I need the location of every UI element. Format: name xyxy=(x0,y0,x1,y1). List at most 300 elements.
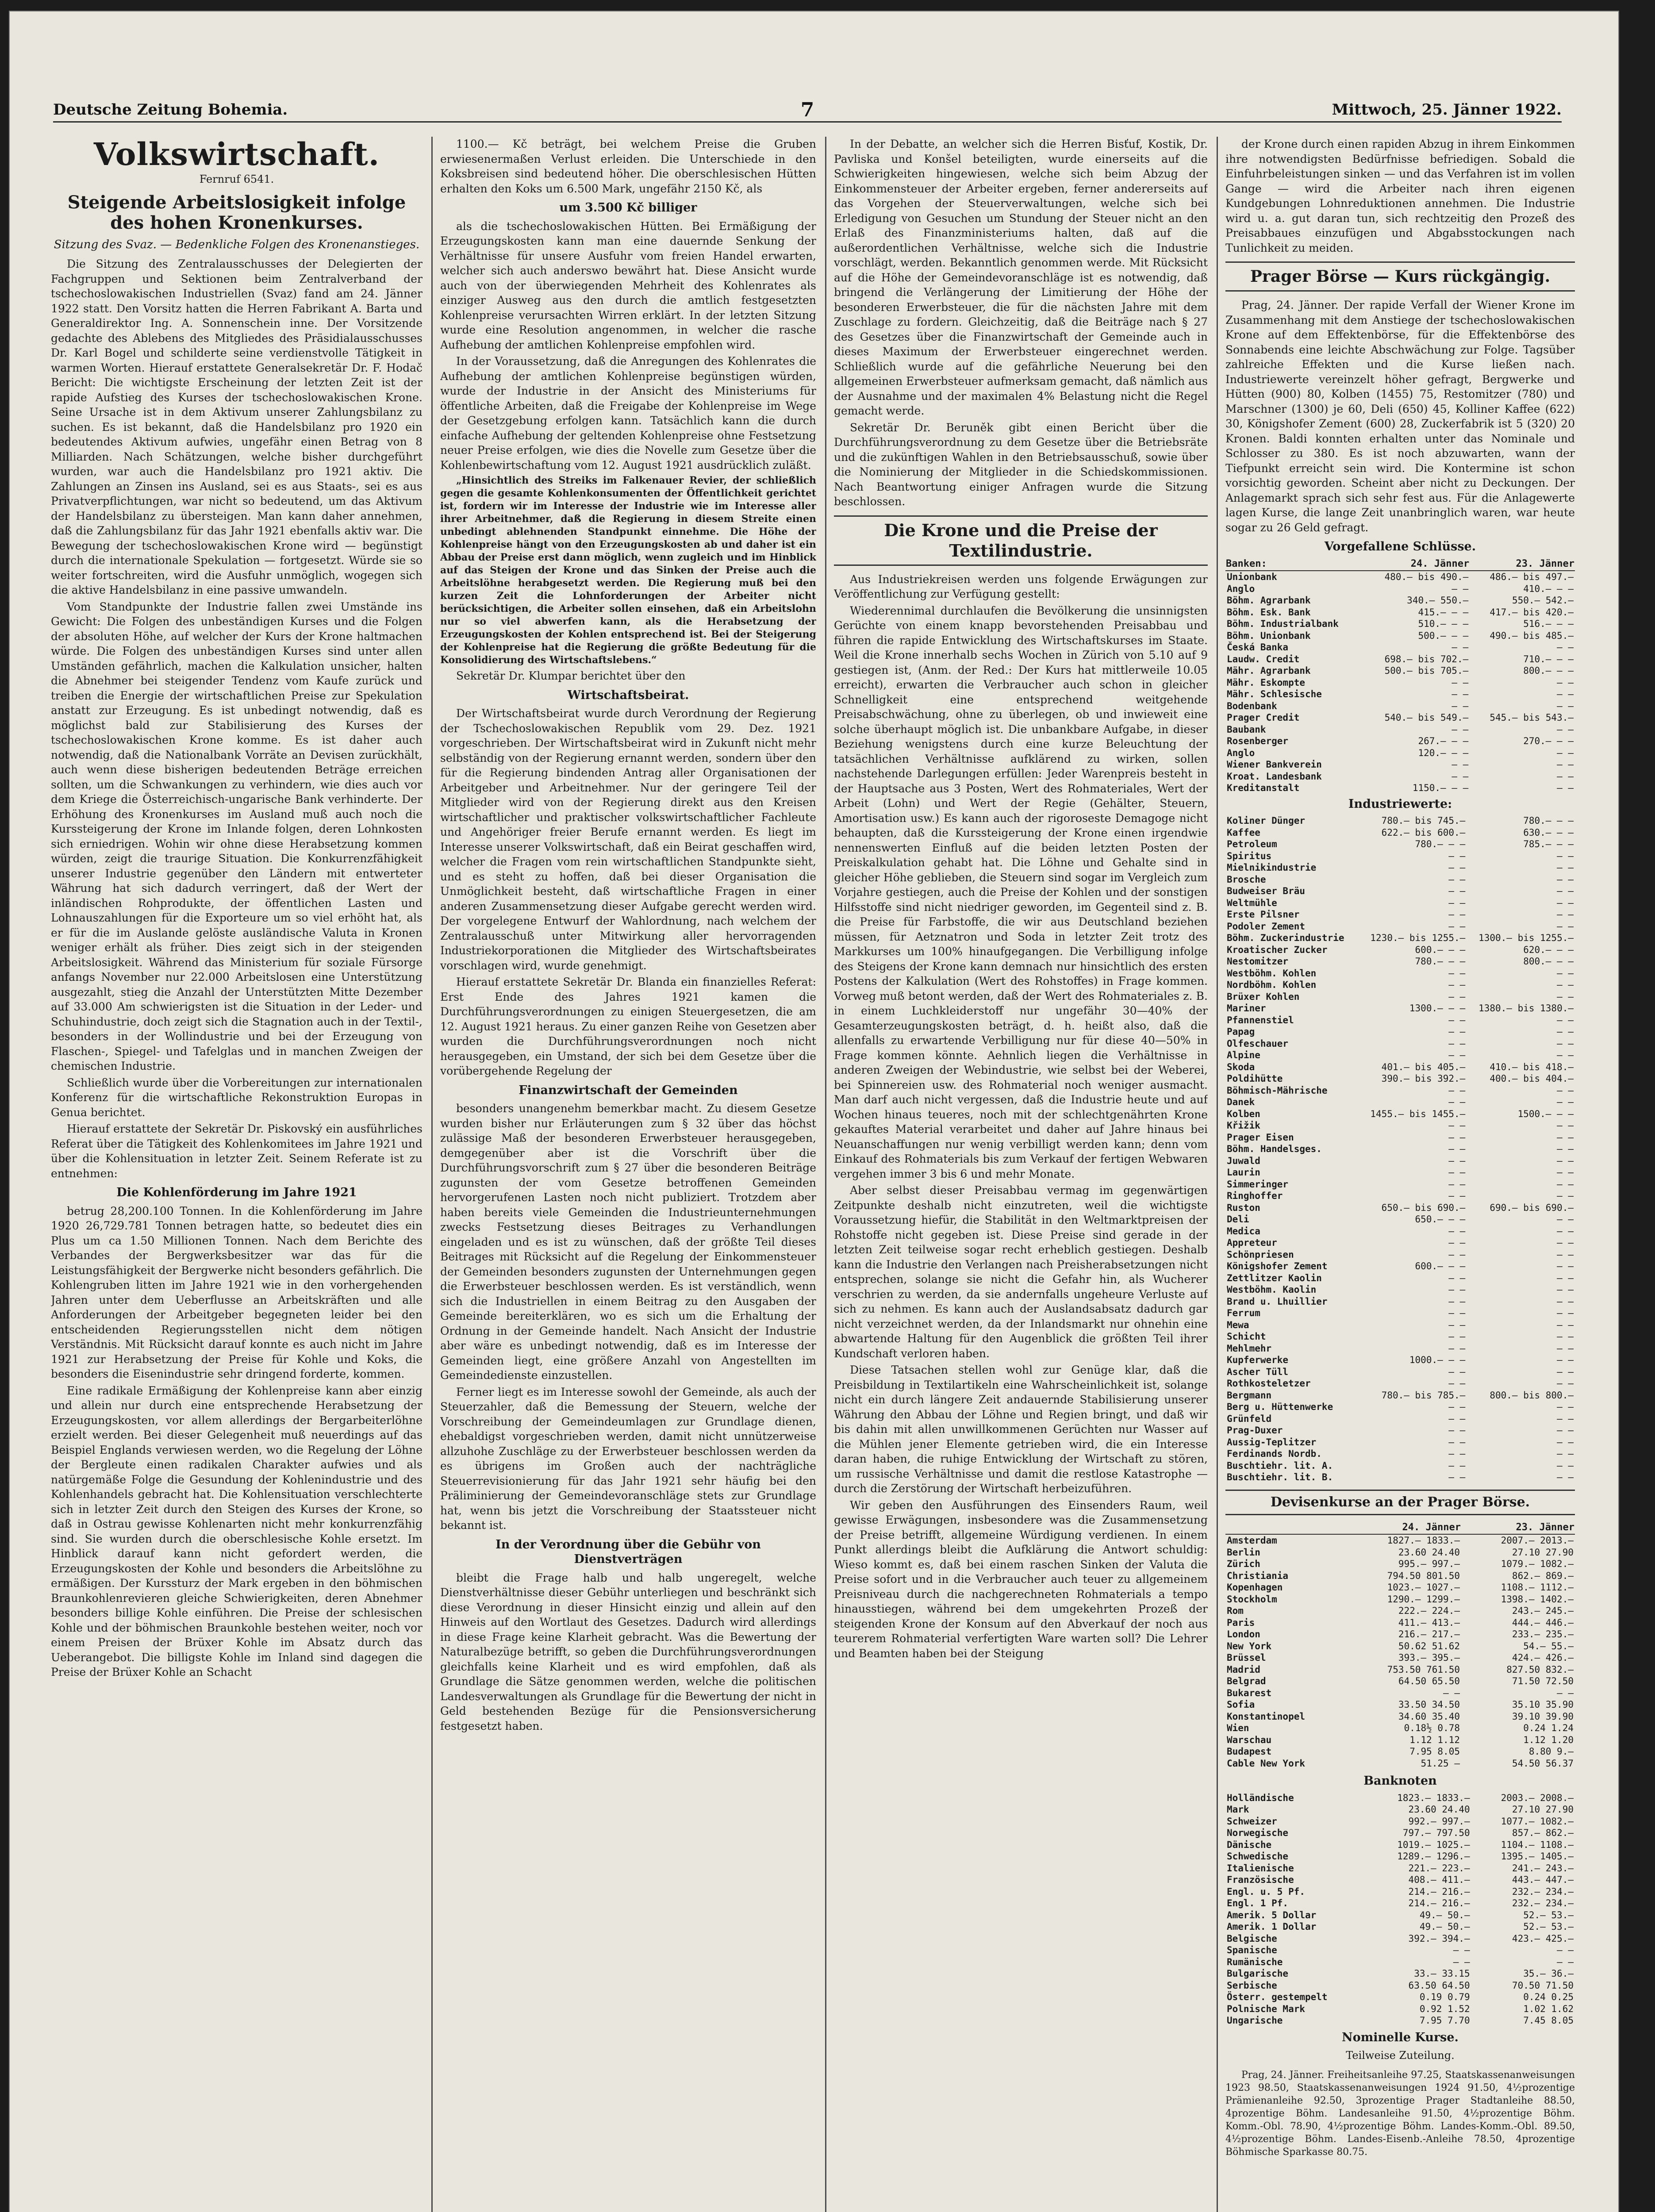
table-cell: — — xyxy=(1557,1296,1574,1307)
table-cell: London xyxy=(1227,1629,1260,1640)
table-cell: — — xyxy=(1557,921,1574,932)
table-row xyxy=(1225,1096,1575,1108)
table-cell: — — xyxy=(1453,1945,1470,1955)
table-cell: — — xyxy=(1448,1085,1466,1096)
subheading-note: Teilweise Zuteilung. xyxy=(1346,2049,1455,2062)
table-row xyxy=(1225,1570,1575,1582)
table-cell: 120.— — — xyxy=(1418,747,1469,758)
table-row xyxy=(1225,1792,1575,1804)
paragraph: betrug 28,200.100 Tonnen. In die Kohlenförderung im Jahre 1920 26,729.781 Tonnen betragen hatte, so bedeutet dies ein Plus um ca 1.50 Millionen Tonnen. Nach dem Berichte des Verbandes der Bergwerksbesitzer war das für die Leistungsfähigkeit der Bergwerke nicht besonders gefährlich. Die Kohlengruben litten im Jahre 1921 wie in den vorhergehenden Jahren unter dem Ueberflusse an Arbeitskräften und alle Anforderungen der Arbeitgeber begegneten leider bei den entscheidenden Regierungsstellen nicht dem nötigen Verständnis. Mit Rücksicht darauf konnte es auch nicht im Jahre 1921 zur Herabsetzung der Preise für Kohle und Koks, die besonders die Eisenindustrie sehr dringend forderte, kommen. xyxy=(51,1204,422,1380)
paragraph: Diese Tatsachen stellen wohl zur Genüge klar, daß die Preisbildung in Textilartikeln eine Wahrscheinlichkeit ist, solange nicht ein durch längere Zeit andauernde Stabilisierung unserer Währung den Abbau der Löhne und Regien bringt, und daß wir bis dahin mit allen unwillkommenen Gerüchten nur Wasser auf die Mühlen jener Elemente getrieben wird, die ein Interesse daran haben, die ruhige Entwicklung der Wirtschaft zu stören, um russische Verhältnisse und damit die restlose Katastrophe — durch die Zerstörung der Wirtschaft herbeizuführen. xyxy=(834,1363,1208,1495)
table-row xyxy=(1225,1652,1575,1664)
table-header-cell: Banken: xyxy=(1225,558,1365,571)
table-cell: — — xyxy=(1557,909,1574,920)
table-cell: 410.— bis 418.— xyxy=(1490,1061,1574,1072)
table-cell: Ascher Tüll xyxy=(1227,1366,1289,1377)
table-row xyxy=(1225,1874,1575,1886)
table-cell: — — xyxy=(1448,1249,1466,1260)
section-masthead: Volkswirtschaft. xyxy=(93,137,380,173)
table-cell: — — xyxy=(1451,700,1469,711)
table-title: Banknoten xyxy=(1363,1774,1437,1788)
table-cell: Engl. 1 Pf. xyxy=(1227,1898,1289,1909)
table-cell: Böhm. Agrarbank xyxy=(1227,595,1311,606)
table-row xyxy=(1225,2015,1575,2027)
paragraph: Vom Standpunkte der Industrie fallen zwei Umstände ins Gewicht: Die Folgen des unbeständigen Kurses und die Folgen der absoluten Höhe, auf welcher der Kurs der Krone haltmachen würde. Die Folgen des unbeständigen Kurses sind unter allen Umständen gefährlich, machen die Kalkulation unsicher, halten die Abnehmer bei steigender Tendenz vom Kaufe zurück und treiben die Energie der wirtschaftlichen Preise zur Spekulation anstatt zur Erzeugung. Es ist unbedingt notwendig, daß es möglichst bald zur Stabilisierung des Kurses der tschechoslowakischen Krone komme. Es ist daher auch notwendig, daß die Nationalbank Vorräte an Devisen zurückhält, auch wenn diese bisherigen bedeutenden Beträge erreichen sollten, um die Schwankungen zu verhindern, wie dies auch vor dem Kriege die Österreichisch-ungarische Bank verhinderte. Der Erhöhung des Kronenkurses im Ausland muß auch noch die Kurssteigerung der Krone im Inlande folgen, deren Lohnkosten sich erniedrigen. Wohin wir ohne diese Herabsetzung kommen würden, zeigt die traurige Situation. Die Konkurrenzfähigkeit unserer Industrie gegenüber den Ländern mit entwerteter Währung hat sich dadurch verringert, daß der Wert der inländischen Rohprodukte, der öffentlichen Lasten und Lohnauszahlungen für die Exporteure um so viel erhöht hat, als er für die im Auslande gelöste ausländische Valuta in Kronen weniger erhält als früher. Dies zeigt sich in der steigenden Arbeitslosigkeit. Während das Ministerium für soziale Fürsorge anfangs November nur 22.000 Arbeitslosen eine Unterstützung ausgezahlt, stieg die Anzahl der Unterstützten Mitte Dezember auf 33.000 Am schwierigsten ist die Situation in der Leder- und Schuhindustrie, doch zeigt sich die Stagnation auch in der Textil-, besonders in der Wollindustrie und bei der Erzeugung von Flaschen-, Spiegel- und Tafelglas und in manchen Zweigen der chemischen Industrie. xyxy=(51,600,422,1072)
table-row xyxy=(1225,618,1575,630)
paragraph: Die Sitzung des Zentralausschusses der Delegierten der Fachgruppen und Sektionen beim Zentralverband der tschechoslowakischen Industriellen (Svaz) fand am 24. Jänner 1922 statt. Den Vorsitz hatten die Herren Fabrikant A. Barta und Generaldirektor Ing. A. Sonnenschein inne. Der Vorsitzende gedachte des Ablebens des Mitgliedes des Präsidialausschusses Dr. Karl Bogel und schilderte seine verdienstvolle Tätigkeit in warmen Worten. Hierauf erstattete Generalsekretär Dr. F. Hodač Bericht: Die wichtigste Erscheinung der letzten Zeit ist der rapide Aufstieg des Kurses der tschechoslowakischen Krone. Seine Ursache ist in dem Aktivum unserer Zahlungsbilanz zu suchen. Es ist bekannt, daß die Handelsbilanz pro 1920 ein bedeutendes Aktivum aufwies, ungefähr einen Betrag von 8 Milliarden. Nach Schätzungen, welche bisher durchgeführt wurden, war auch die Handelsbilanz pro 1921 aktiv. Die Zahlungen an Zinsen ins Ausland, sei es aus Staats-, sei es aus Privatverpflichtungen, war nicht so bedeutend, um das Aktivum der Handelsbilanz zu übersteigen. Man kann daher annehmen, daß die Zahlungsbilanz für das Jahr 1921 ebenfalls aktiv war. Die Bewegung der tschechoslowakischen Krone wird — begünstigt durch die internationale Spekulation — fortgesetzt. Würde sie so weiter fortschreiten, wird die Ausfuhr unmöglich, wogegen sich die aktive Handelsbilanz in eine passive umwandeln. xyxy=(51,257,422,596)
table-cell: 7.95 7.70 xyxy=(1419,2015,1470,2026)
table-header-cell xyxy=(1225,1521,1348,1535)
table-cell: — — xyxy=(1557,874,1574,885)
table-row xyxy=(1225,944,1575,956)
table-cell: — — xyxy=(1448,886,1466,896)
table-row xyxy=(1225,1202,1575,1214)
table-row xyxy=(1225,1132,1575,1144)
newspaper-title: Deutsche Zeitung Bohemia. xyxy=(53,101,288,119)
table-cell: — — xyxy=(1557,979,1574,990)
table-cell: — — xyxy=(1448,1050,1466,1060)
table-cell: Nestomitzer xyxy=(1227,956,1289,967)
table-cell: — — xyxy=(1557,1425,1574,1436)
table-cell: — — xyxy=(1557,1179,1574,1190)
paragraph: 1100.— Kč beträgt, bei welchem Preise die Gruben erwiesenermaßen Verlust erleiden. Die Unterschiede in den Koksbreisen sind bedeutend höher. Die oberschlesischen Hütten erhalten den Koks um 6.500 Mark, ungefähr 2150 Kč, als xyxy=(440,138,816,195)
table-cell: Bulgarische xyxy=(1227,1968,1289,1979)
table-cell: Baubank xyxy=(1227,724,1266,735)
table-cell: 797.— 797.50 xyxy=(1402,1828,1470,1838)
table-row xyxy=(1225,1534,1575,1547)
table-cell: — — xyxy=(1557,1378,1574,1389)
running-head xyxy=(53,98,1562,123)
paragraph: Hierauf erstattete der Sekretär Dr. Piskovský ein ausführliches Referat über die Tätigkeit des Kohlenkomitees im Jahre 1921 und über die Kohlensituation in letzter Zeit. Seinem Referate ist zu entnehmen: xyxy=(51,1122,422,1180)
table-row xyxy=(1225,1711,1575,1723)
paragraph: Schließlich wurde über die Vorbereitungen zur internationalen Konferenz für die wirtschaftliche Rekonstruktion Europas in Genua berichtet. xyxy=(51,1076,422,1119)
table-cell: Budapest xyxy=(1227,1746,1272,1757)
table-cell: Buschtiehr. lit. A. xyxy=(1227,1460,1333,1471)
table-cell: Weltmühle xyxy=(1227,897,1277,908)
table-cell: Kroatischer Zucker xyxy=(1227,944,1328,955)
table-cell: 1500.— — — xyxy=(1517,1108,1574,1119)
table-row xyxy=(1225,759,1575,771)
table-cell: 545.— bis 543.— xyxy=(1490,712,1574,723)
table-cell: — — xyxy=(1557,677,1574,688)
table-cell: 50.62 51.62 xyxy=(1398,1640,1460,1651)
table-cell: 390.— bis 392.— xyxy=(1381,1073,1466,1084)
table-cell: 52.— 53.— xyxy=(1523,1921,1574,1932)
table-cell: Amerik. 5 Dollar xyxy=(1227,1909,1317,1920)
table-cell: Cable New York xyxy=(1227,1758,1306,1769)
table-cell: — — xyxy=(1451,759,1469,770)
table-cell: — — xyxy=(1448,897,1466,908)
paragraph: Der Wirtschaftsbeirat wurde durch Verordnung der Regierung der Tschechoslowakischen Republik vom 29. Dez. 1921 vorgeschrieben. Der Wirtschaftsbeirat wird in Zukunft nicht mehr selbständig von der Regierung ernannt werden, sondern über den für die Regierung bindenden Antrag aller Organisationen der Arbeitgeber und Arbeitnehmer. Nur der geringere Teil der Mitglieder wird von der Regierung direkt aus den Kreisen wirtschaftlicher und praktischer volkswirtschaftlicher Fachleute und Angehöriger freier Berufe ernannt werden. Es liegt im Interesse unserer Volkswirtschaft, daß ein Beirat geschaffen wird, welcher die Fragen vom rein wirtschaftlichen Standpunkte sieht, und es steht zu hoffen, daß bei dieser Organisation die Unmöglichkeit besteht, daß wirtschaftliche Fragen in einer anderen Zusammensetzung dieser Aufgabe gerecht werden wird. Der vorgelegene Entwurf der Wahlordnung, nach welchem der Zentralausschuß unter Mitwirkung aller hervorragenden Industriekorporationen die Mitglieder des Wirtschaftsbeirates vorschlagen wird, wurde genehmigt. xyxy=(440,707,816,972)
table-cell: — — xyxy=(1448,1436,1466,1448)
table-cell: Mielnikindustrie xyxy=(1227,862,1317,873)
table-cell: Rumänische xyxy=(1227,1956,1283,1967)
table-cell: Schweizer xyxy=(1227,1816,1277,1827)
paragraph: Eine radikale Ermäßigung der Kohlenpreise kann aber einzig und allein nur durch eine entsprechende Herabsetzung der Erzeugungskosten, vor allem allerdings der Bergarbeiterlöhne erzielt werden. Bei dieser Gelegenheit muß neuerdings auf das Beispiel Englands verwiesen werden, wo die Regelung der Löhne der Bergleute einen radikalen Charakter aufwies und als natürgemäße Folge die Gesundung der Kohlenindustrie und des Kohlenhandels gebracht hat. Die Kohlensituation verschlechterte sich in letzter Zeit durch den Steigen des Kurses der Krone, so daß in Ostrau gewisse Kohlenarten nicht mehr konkurrenzfähig sind. Sie wurden durch die oberschlesische Kohle ersetzt. Im Hinblick darauf kann nicht gefordert werden, die Erzeugungskosten der Kohle und besonders die Arbeitslöhne zu ermäßigen. Der Kurssturz der Mark ergeben in den böhmischen Braunkohlenrevieren gleiche Schwierigkeiten, deren Abnehmer besonders billige Kohle einführen. Die Preise der schlesischen Kohle und der böhmischen Braunkohle bestehen weiter, noch vor einem Preisen der Brüxer Kohle im Absatz durch das Ueberangebot. Die billigste Kohle im Inland sind dagegen die Preise der Brüxer Kohle an Schacht xyxy=(51,1384,422,1678)
table-cell: — — xyxy=(1451,642,1469,653)
table-cell: Ferrum xyxy=(1227,1308,1260,1318)
paragraph: Sekretär Dr. Beruněk gibt einen Bericht über die Durchführungsverordnung zu dem Gesetze über die Betriebsräte und die zukünftigen Wahlen in den Betriebsausschuß, sowie über die Nominierung der Mitglieder in die Schiedskommissionen. Nach Beantwortung einiger Anfragen wurde die Sitzung beschlossen. xyxy=(834,421,1208,508)
table-row xyxy=(1225,1851,1575,1863)
table-cell: Grünfeld xyxy=(1227,1413,1272,1424)
table-cell: — — xyxy=(1448,850,1466,861)
table-row xyxy=(1225,1225,1575,1237)
table-cell: Italienische xyxy=(1227,1863,1294,1874)
table-cell: — — xyxy=(1557,1355,1574,1365)
table-cell: — — xyxy=(1557,1272,1574,1283)
table-row xyxy=(1225,1991,1575,2003)
table-cell: Böhm. Zuckerindustrie xyxy=(1227,933,1344,943)
table-cell: — — xyxy=(1448,921,1466,932)
table-row xyxy=(1225,724,1575,736)
table-cell: 1079.— 1082.— xyxy=(1501,1559,1574,1569)
table-row xyxy=(1225,700,1575,712)
emphasis-line: um 3.500 Kč billiger xyxy=(559,201,697,215)
table-cell: Brand u. Lhuillier xyxy=(1227,1296,1328,1307)
table-row xyxy=(1225,921,1575,933)
table-row xyxy=(1225,1307,1575,1319)
table-row xyxy=(1225,1582,1575,1594)
table-cell: Konstantinopel xyxy=(1227,1711,1306,1722)
table-cell: 1019.— 1025.— xyxy=(1397,1839,1470,1850)
article-dek: Sitzung des Svaz. — Bedenkliche Folgen des Kronenanstieges. xyxy=(54,238,420,251)
table-cell: Rom xyxy=(1227,1605,1244,1616)
table-header-cell: 24. Jänner xyxy=(1365,558,1470,571)
table-cell: 780.— — — xyxy=(1415,839,1466,849)
column-3 xyxy=(834,137,1208,2212)
table-cell: 1455.— bis 1455.— xyxy=(1370,1108,1466,1119)
table-cell: — — xyxy=(1448,1014,1466,1025)
table-cell: Mähr. Eskompte xyxy=(1227,677,1306,688)
column-rule xyxy=(431,137,433,2212)
table-cell: 862.— 869.— xyxy=(1512,1570,1574,1581)
table-cell: — — xyxy=(1451,677,1469,688)
table-cell: — — xyxy=(1557,1436,1574,1448)
paragraph: Prag, 24. Jänner. Freiheitsanleihe 97.25, Staatskassenanweisungen 1923 98.50, Staatskassenanweisungen 1924 91.50, 4½prozentige Prämienanleihe 92.50, 3prozentige Prager Stadtanleihe 88.50, 4prozentige Böhm. Landesanleihe 91.50, 4½prozentige Böhm. Komm.-Obl. 78.90, 4½prozentige Böhm. Landes-Komm.-Obl. 89.50, 4½prozentige Böhm. Landes-Eisenb.-Anleihe 78.50, 4prozentige Böhmische Sparkasse 80.75. xyxy=(1225,2069,1575,2158)
paragraph: besonders unangenehm bemerkbar macht. Zu diesem Gesetze wurden bisher nur Erläuterungen zum § 32 über das höchst zulässige Maß der besonderen Erwerbsteuer herausgegeben, demgegenüber aber ist die Vorschrift über die Durchführungsvorschrift zum § 27 über die besonderen Beiträge zugunsten der vom Gesetze betroffenen Gemeinden hervorgerufenen Lasten noch nicht publiziert. Trotzdem aber haben bereits viele Gemeinden die Industrieunternehmungen zwecks Festsetzung dieses Beitrages zu Verhandlungen eingeladen und es ist zu wünschen, daß der größte Teil dieses Beitrages mit Rücksicht auf die Regelung der Einkommensteuer der Gemeinden besonders zugunsten der Unternehmungen gegen die Erwerbsteuer beschlossen werden. Es ist verständlich, wenn sich die Industriellen in einem Beitrag zu den Ausgaben der Gemeinde bereiterklären, wo es sich um die Erhaltung der Ordnung in der Gemeinde handelt. Nach Ansicht der Industrie aber wäre es unbedingt notwendig, daß es im Interesse der Gemeinden liegt, eine größere Anzahl von Angestellten im Gemeindedienste einzustellen. xyxy=(440,1102,816,1382)
table-cell: Schicht xyxy=(1227,1331,1266,1342)
table-cell: Budweiser Bräu xyxy=(1227,886,1306,896)
table-cell: — — xyxy=(1448,979,1466,990)
table-cell: Belgische xyxy=(1227,1933,1277,1944)
table-cell: — — xyxy=(1557,968,1574,979)
table-cell: Pfannenstiel xyxy=(1227,1014,1294,1025)
table-cell: 540.— bis 549.— xyxy=(1384,712,1469,723)
table-cell: — — xyxy=(1557,1343,1574,1354)
table-cell: — — xyxy=(1451,771,1469,782)
table-cell: 622.— bis 600.— xyxy=(1381,827,1466,838)
article-headline: Prager Börse — Kurs rückgängig. xyxy=(1225,261,1575,292)
table-cell: Petroleum xyxy=(1227,839,1277,849)
table-title: Vorgefallene Schlüsse. xyxy=(1324,540,1476,553)
table-cell: — — xyxy=(1451,724,1469,735)
table-cell: 2007.— 2013.— xyxy=(1501,1535,1574,1546)
table-cell: 600.— — — xyxy=(1415,944,1466,955)
table-cell: — — xyxy=(1448,1472,1466,1482)
table-cell: 827.50 832.— xyxy=(1506,1664,1574,1675)
table-cell: 1230.— bis 1255.— xyxy=(1370,933,1466,943)
table-row xyxy=(1225,968,1575,979)
table-cell: 780.— bis 785.— xyxy=(1381,1390,1466,1401)
table-cell: Appreteur xyxy=(1227,1237,1277,1248)
column-1 xyxy=(51,137,422,2212)
table-cell: 71.50 72.50 xyxy=(1512,1676,1574,1686)
table-row xyxy=(1225,653,1575,665)
table-row xyxy=(1225,1804,1575,1816)
table-cell: 995.— 997.— xyxy=(1398,1559,1460,1569)
table-row xyxy=(1225,1155,1575,1167)
table-cell: 1823.— 1833.— xyxy=(1397,1792,1470,1803)
table-cell: 443.— 447.— xyxy=(1512,1874,1574,1885)
table-cell: New York xyxy=(1227,1640,1272,1651)
table-cell: 780.— — — xyxy=(1523,815,1574,826)
table-cell: 221.— 223.— xyxy=(1408,1863,1470,1874)
table-cell: Westböhm. Kaolin xyxy=(1227,1284,1317,1295)
table-cell: 1289.— 1296.— xyxy=(1397,1851,1470,1862)
table-cell: — — xyxy=(1448,1366,1466,1377)
table-cell: 486.— bis 497.— xyxy=(1490,572,1574,582)
table-cell: 630.— — — xyxy=(1523,827,1574,838)
table-row xyxy=(1225,771,1575,783)
table-row xyxy=(1225,1664,1575,1676)
table-cell: Poldihütte xyxy=(1227,1073,1283,1084)
table-cell: — — xyxy=(1557,1687,1574,1698)
table-cell: 1827.— 1833.— xyxy=(1387,1535,1460,1546)
table-cell: — — xyxy=(1557,1945,1574,1955)
table-row xyxy=(1225,1816,1575,1828)
table-title: Industriewerte: xyxy=(1348,797,1452,811)
paragraph: Aus Industriekreisen werden uns folgende Erwägungen zur Veröffentlichung zur Verfügung gestellt: xyxy=(834,572,1208,600)
table-cell: — — xyxy=(1557,1144,1574,1154)
table-row xyxy=(1225,1073,1575,1085)
paragraph: Wiederennimal durchlaufen die Bevölkerung die unsinnigsten Gerüchte von einem knapp bevorstehenden Preisabbau und führen die rapide Entwicklung des Wirtschaftskurses im Staate. Weil die Krone innerhalb sechs Wochen in Zürich von 5.10 auf 9 gestiegen ist, (Anm. der Red.: Der Kurs hat mittlerweile 10.05 erreicht), erwarten die Verbraucher auch schon in gleicher Schnelligkeit eine entsprechend weitgehende Preisabschwächung, ohne zu überlegen, ob und inwieweit eine solche überhaupt möglich ist. Die unbankbare Aufgabe, in dieser Beziehung wenigstens durch eine kurze Beleuchtung der tatsächlichen Verhältnisse aufklärend zu wirken, sollen nachstehende Darlegungen erfüllen: Jeder Warenpreis besteht in der Hauptsache aus 3 Posten, Wert des Rohmateriales, Wert der Arbeit (Lohn) und Wert der Regie (Gehälter, Steuern, Amortisation usw.) Es kann auch der rigoroseste Demagoge nicht behaupten, daß die Kurssteigerung der Krone einen irgendwie nennenswerten Einfluß auf die beiden letzten Posten der Preiskalkulation gehabt hat. Die Löhne und Gehalte sind in gleicher Höhe geblieben, die Steuern sind sogar im Vergleich zum Vorjahre gestiegen, auch die Preise der Kohlen und der sonstigen Hilfsstoffe sind nicht niedriger geworden, im Gegenteil sind z. B. die Preise für Farbstoffe, die wir aus Deutschland beziehen müssen, für Aetznatron und Soda in letzter Zeit trotz des Markkurses um 100% hinaufgegangen. Die Verbilligung infolge des Steigens der Krone kann demnach nur hinsichtlich des ersten Postens der Kalkulation (Wert des Rohstoffes) in Frage kommen. Vorweg muß betont werden, daß der Wert des Rohmateriales z. B. in einem Luchkleiderstoff nur ungefähr 30—40% der Gesamterzeugungskosten beträgt, d. h. heißt also, daß die allenfalls zu erwartende Verbilligung nur für diese 40—50% in Frage kommen könnte. Aehnlich liegen die Verhältnisse in anderen Zweigen der Webindustrie, wie selbst bei der Weberei, bei Spinnereien usw. des Rohmaterial noch weniger ausmacht. Man darf auch nicht vergessen, daß die Industrie heute und auf Wochen hinaus teueres, noch mit der schlechtgenährten Krone gekauftes Material verarbeitet und daher auf Jahre hinaus bei Neuanschaffungen nur wenig verbilligt werden kann; denn vom Einkauf des Rohmaterials bis zum Verkauf der fertigen Webwaren vergehen immer 3 bis 6 und mehr Monate. xyxy=(834,604,1208,1180)
table-cell: — — xyxy=(1557,850,1574,861)
paragraph: Prag, 24. Jänner. Der rapide Verfall der Wiener Krone im Zusammenhang mit dem Anstiege der tschechoslowakischen Krone auf dem Effektenbörse, für die Effektenbörse des Sonnabends eine leichte Abschwächung zur Folge. Tagsüber zahlreiche Effekten und die Kurse ließen nach. Industriewerte vereinzelt höher gefragt, Bergwerke und Hütten (900) 80, Kolben (1455) 75, Restomitzer (780) und Marschner (1300) je 60, Deli (650) 45, Kolliner Kaffee (622) 30, Königshofer Zement (600) 28, Zuckerfabrik ist 5 (320) 20 Kronen. Baldi konnten erhalten unter das Nominale und Schlosser zu 380. Es ist noch abzuwarten, wann der Tiefpunkt erreicht sein wird. Die Kontermine ist schon vorsichtig geworden. Scheint aber nicht zu Deckungen. Der Anlagemarkt sprach sich sehr fest aus. Für die Anlagewerte lagen Kurse, die lange Zeit unanbringlich waren, war heute sogar zu 26 Geld gefragt. xyxy=(1225,299,1575,534)
table-cell: 510.— — — xyxy=(1418,618,1469,629)
table-row xyxy=(1225,1980,1575,1992)
table-cell: — — xyxy=(1453,1956,1470,1967)
table-cell: Alpine xyxy=(1227,1050,1260,1060)
table-cell: Warschau xyxy=(1227,1734,1272,1745)
table-title: Devisenkurse an der Prager Börse. xyxy=(1225,1490,1575,1515)
table-cell: — — xyxy=(1557,1225,1574,1237)
table-row xyxy=(1225,827,1575,839)
table-row xyxy=(1225,1425,1575,1436)
table-cell: — — xyxy=(1448,1144,1466,1154)
table-cell: — — xyxy=(1448,1425,1466,1436)
table-cell: 1023.— 1027.— xyxy=(1387,1582,1460,1593)
table-cell: 216.— 217.— xyxy=(1398,1629,1460,1640)
table-cell: 992.— 997.— xyxy=(1408,1816,1470,1827)
table-cell: 39.10 39.90 xyxy=(1512,1711,1574,1722)
table-cell: 214.— 216.— xyxy=(1408,1898,1470,1909)
table-cell: 33.50 34.50 xyxy=(1398,1699,1460,1710)
table-cell: — — xyxy=(1557,897,1574,908)
table-cell: Koliner Dünger xyxy=(1227,815,1306,826)
table-row xyxy=(1225,838,1575,850)
paragraph: der Krone durch einen rapiden Abzug in ihrem Einkommen ihre notwendigsten Bedürfnisse befriedigen. Sobald die Einfuhrbeleistungen sinken — und das Verfahren ist im vollen Gange — wird die Arbeiter nach ihren eigenen Kundgebungen Lohnreduktionen annehmen. Die Industrie wird u. a. gut daran tun, sich rechtzeitig den Prozeß des Preisabbaues einzufügen und Abgabsstockungen nach Tunlichkeit zu meiden. xyxy=(1225,138,1575,254)
table-cell: Mewa xyxy=(1227,1319,1249,1330)
table-row xyxy=(1225,885,1575,897)
table-cell: 23.60 24.40 xyxy=(1398,1547,1460,1558)
table-row xyxy=(1225,1617,1575,1629)
table-row xyxy=(1225,1436,1575,1448)
table-row xyxy=(1225,1558,1575,1570)
table-cell: 1290.— 1299.— xyxy=(1387,1594,1460,1605)
table-cell: — — xyxy=(1448,1167,1466,1178)
table-row xyxy=(1225,1640,1575,1652)
table-cell: Böhm. Handelsges. xyxy=(1227,1144,1322,1154)
table-cell: Anglo xyxy=(1227,583,1255,594)
table-cell: 1.12 1.12 xyxy=(1409,1734,1460,1745)
table-row xyxy=(1225,897,1575,909)
table-row xyxy=(1225,1933,1575,1945)
table-row xyxy=(1225,1471,1575,1483)
table-cell: Anglo xyxy=(1227,747,1255,758)
table-cell: — — xyxy=(1557,759,1574,770)
table-row xyxy=(1225,1190,1575,1202)
table-cell: 620.— — — xyxy=(1523,944,1574,955)
table-row xyxy=(1225,1026,1575,1038)
subheading: Wirtschaftsbeirat. xyxy=(567,688,689,702)
table-cell: Aussig-Teplitzer xyxy=(1227,1436,1317,1448)
table-cell: Paris xyxy=(1227,1617,1255,1628)
table-cell: 800.— — — xyxy=(1523,665,1574,676)
column-rule xyxy=(825,137,826,2212)
table-cell: Österr. gestempelt xyxy=(1227,1992,1328,2002)
table-row xyxy=(1225,1734,1575,1746)
table-row xyxy=(1225,850,1575,862)
table-row xyxy=(1225,688,1575,700)
table-cell: Bodenbank xyxy=(1227,700,1277,711)
column-rule xyxy=(1217,137,1218,2212)
page-number: 7 xyxy=(800,98,814,121)
table-cell: Ferdinands Nordb. xyxy=(1227,1448,1322,1459)
table-cell: Mähr. Agrarbank xyxy=(1227,665,1311,676)
table-cell: 516.— — — xyxy=(1523,618,1574,629)
table-cell: — — xyxy=(1557,1261,1574,1271)
table-cell: — — xyxy=(1557,1460,1574,1471)
table-cell: — — xyxy=(1448,1331,1466,1342)
table-cell: — — xyxy=(1448,1132,1466,1143)
table-cell: Wien xyxy=(1227,1723,1249,1733)
table-cell: 780.— bis 745.— xyxy=(1381,815,1466,826)
table-cell: 214.— 216.— xyxy=(1408,1886,1470,1897)
table-header-cell: 23. Jänner xyxy=(1470,558,1575,571)
table-cell: 800.— — — xyxy=(1523,956,1574,967)
table-cell: 1150.— — — xyxy=(1412,783,1469,793)
table-cell: Kroat. Landesbank xyxy=(1227,771,1322,782)
table-cell: Kopenhagen xyxy=(1227,1582,1283,1593)
table-cell: Kreditanstalt xyxy=(1227,783,1300,793)
table-row xyxy=(1225,1354,1575,1366)
table-cell: Schönpriesen xyxy=(1227,1249,1294,1260)
table-row xyxy=(1225,1605,1575,1617)
table-cell: Česká Banka xyxy=(1227,642,1289,653)
table-header-cell: 24. Jänner xyxy=(1348,1521,1461,1535)
table-cell: Polnische Mark xyxy=(1227,2003,1306,2014)
table-cell: Zürich xyxy=(1227,1559,1260,1569)
table-cell: 400.— bis 404.— xyxy=(1490,1073,1574,1084)
paragraph: Wir geben den Ausführungen des Einsenders Raum, weil gewisse Erwägungen, insbesondere was die Zusammensetzung der Preise betrifft, allgemeine Würdigung verdienen. In einem Punkt allerdings bleibt die Aufklärung die Antwort schuldig: Wieso kommt es, daß bei einem raschen Sinken der Valuta die Preise sofort und in die Verbraucher auch teuer zu allgemeinem Preisniveau durch die nachgerechneten Rohmaterials a tempo hinausstiegen, während bei dem umgekehrten Prozeß der steigenden Krone der Konsum auf den Abverkauf der noch aus teurerem Rohmaterial verfertigten Ware warten soll? Die Lehrer und Beamten haben bei der Steigung xyxy=(834,1498,1208,1660)
newspaper-page xyxy=(9,11,1619,2212)
table-cell: 480.— bis 490.— xyxy=(1384,572,1469,582)
table-row xyxy=(1225,583,1575,595)
table-cell: — — xyxy=(1448,991,1466,1002)
table-header-cell: 23. Jänner xyxy=(1461,1521,1575,1535)
table-row xyxy=(1225,1260,1575,1272)
table-cell: — — xyxy=(1448,909,1466,920)
table-row xyxy=(1225,1272,1575,1284)
table-row xyxy=(1225,1366,1575,1378)
table-cell: 411.— 413.— xyxy=(1398,1617,1460,1628)
table-row xyxy=(1225,1746,1575,1758)
table-cell: 34.60 35.40 xyxy=(1398,1711,1460,1722)
table-cell: — — xyxy=(1557,1097,1574,1107)
table-cell: — — xyxy=(1557,991,1574,1002)
table-row xyxy=(1225,1909,1575,1921)
table-cell: — — xyxy=(1557,724,1574,735)
table-cell: 243.— 245.— xyxy=(1512,1605,1574,1616)
table-cell: Christiania xyxy=(1227,1570,1289,1581)
table-cell: 8.80 9.— xyxy=(1528,1746,1574,1757)
table-cell: — — xyxy=(1557,1155,1574,1166)
table-cell: — — xyxy=(1557,1472,1574,1482)
table-cell: 794.50 801.50 xyxy=(1387,1570,1460,1581)
table-row xyxy=(1225,1827,1575,1839)
table-cell: Olfeschauer xyxy=(1227,1038,1289,1049)
table-row xyxy=(1225,1413,1575,1425)
table-row xyxy=(1225,1839,1575,1851)
table-cell: Berg u. Hüttenwerke xyxy=(1227,1402,1333,1412)
table-cell: Böhm. Esk. Bank xyxy=(1227,607,1311,618)
table-row xyxy=(1225,1237,1575,1249)
table-cell: Wiener Bankverein xyxy=(1227,759,1322,770)
table-row xyxy=(1225,862,1575,874)
table-cell: Kupferwerke xyxy=(1227,1355,1289,1365)
table-cell: — — xyxy=(1557,1214,1574,1225)
table-cell: Amsterdam xyxy=(1227,1535,1277,1546)
table-cell: 7.95 8.05 xyxy=(1409,1746,1460,1757)
table-row xyxy=(1225,1863,1575,1874)
table-cell: — — xyxy=(1448,874,1466,885)
table-row xyxy=(1225,607,1575,618)
table-cell: — — xyxy=(1448,1296,1466,1307)
table-cell: 690.— bis 690.— xyxy=(1490,1202,1574,1213)
table-cell: — — xyxy=(1448,1155,1466,1166)
table-cell: Rothkosteletzer xyxy=(1227,1378,1311,1389)
table-cell: 222.— 224.— xyxy=(1398,1605,1460,1616)
table-cell: Deli xyxy=(1227,1214,1249,1225)
table-row xyxy=(1225,747,1575,759)
table-cell: 600.— — — xyxy=(1415,1261,1466,1271)
table-cell: — — xyxy=(1557,1413,1574,1424)
table-cell: 710.— — — xyxy=(1523,653,1574,664)
table-cell: Kaffee xyxy=(1227,827,1260,838)
banknotes-table xyxy=(1225,1792,1575,2027)
table-row xyxy=(1225,1167,1575,1179)
table-cell: — — xyxy=(1448,1402,1466,1412)
table-cell: Böhm. Unionbank xyxy=(1227,630,1311,641)
table-cell: Laurin xyxy=(1227,1167,1260,1178)
table-row xyxy=(1225,712,1575,724)
table-row xyxy=(1225,1014,1575,1026)
table-cell: 340.— 550.— xyxy=(1407,595,1469,606)
table-cell: 753.50 761.50 xyxy=(1387,1664,1460,1675)
table-cell: 698.— bis 702.— xyxy=(1384,653,1469,664)
table-cell: 54.50 56.37 xyxy=(1512,1758,1574,1769)
table-cell: 550.— 542.— xyxy=(1512,595,1574,606)
